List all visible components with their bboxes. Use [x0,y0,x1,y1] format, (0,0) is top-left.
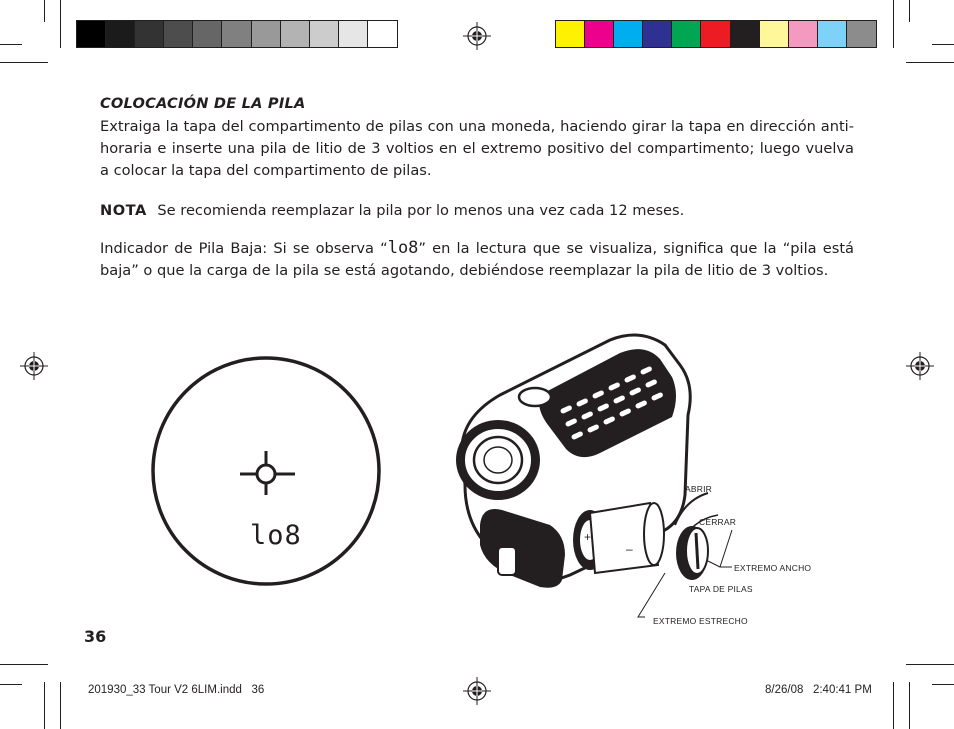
crop-mark [0,44,22,45]
note-label: NOTA [100,202,147,219]
color-swatch [643,21,672,47]
crop-mark [909,682,910,729]
crop-mark [44,682,45,729]
wide-end-label: EXTREMO ANCHO [734,563,812,573]
color-swatch [77,21,106,47]
instructions-text: Extraiga la tapa del compartimento de pilas con una moneda, haciendo girar la tapa en dirección anti-horaria e inserte una pila de litio de 3 voltios en el extremo positivo del compartimento; luego vuelva a colocar la tapa del compartimento de pilas. [100,118,854,179]
registration-mark-icon [463,677,491,705]
viewfinder-illustration [150,355,382,587]
registration-mark-icon [463,22,491,50]
crop-mark [60,0,61,48]
battery-cap-label: TAPA DE PILAS [689,584,753,594]
note-paragraph [100,200,854,222]
color-swatch [252,21,281,47]
crop-mark [893,0,894,48]
color-swatch [672,21,701,47]
section-heading: COLOCACIÓN DE LA PILA [100,95,306,112]
page-number: 36 [84,627,107,646]
open-label: ABRIR [685,484,712,494]
crop-mark [0,664,48,665]
slug-filename: 201930_33 Tour V2 6LIM.indd 36 [88,684,265,696]
crop-mark [909,0,910,22]
crop-mark [932,684,954,685]
viewfinder-display-reading: lo8 [250,520,302,551]
color-swatch [339,21,368,47]
crop-mark [44,0,45,22]
color-swatch [818,21,847,47]
close-label: CERRAR [699,517,737,527]
color-swatch [556,21,585,47]
color-swatch [585,21,614,47]
low-battery-paragraph [100,237,854,282]
color-swatch [281,21,310,47]
color-swatch [135,21,164,47]
color-swatch [310,21,339,47]
color-swatch [368,21,397,47]
color-bar [555,20,877,48]
color-swatch [222,21,251,47]
color-swatch [789,21,818,47]
instructions-paragraph [100,116,854,182]
registration-mark-icon [906,352,934,380]
crop-mark [906,62,954,63]
grayscale-bar [76,20,398,48]
crop-mark [0,684,22,685]
color-swatch [106,21,135,47]
crop-mark [906,664,954,665]
crop-mark [0,62,48,63]
color-swatch [701,21,730,47]
low-battery-text-start: Indicador de Pila Baja: Si se observa “ [100,240,388,257]
slug-datetime: 8/26/08 2:40:41 PM [765,684,872,696]
low-battery-text-end: ” en la lectura que se visualiza, significa que la “pila está baja” o que la carga de la pila se está agotando, debiéndose reemplazar la pila de litio de 3 voltios. [100,240,854,279]
color-swatch [731,21,760,47]
note-text: Se recomienda reemplazar la pila por lo menos una vez cada 12 meses. [157,202,685,219]
battery-minus-label: – [626,542,633,556]
battery-plus-label: + [584,530,592,544]
color-swatch [847,21,876,47]
crop-mark [60,682,61,729]
low-battery-symbol: lo8 [387,238,419,258]
color-swatch [193,21,222,47]
crop-mark [932,44,954,45]
narrow-end-label: EXTREMO ESTRECHO [653,616,748,626]
color-swatch [614,21,643,47]
color-swatch [164,21,193,47]
registration-mark-icon [20,352,48,380]
crop-mark [893,682,894,729]
color-swatch [760,21,789,47]
